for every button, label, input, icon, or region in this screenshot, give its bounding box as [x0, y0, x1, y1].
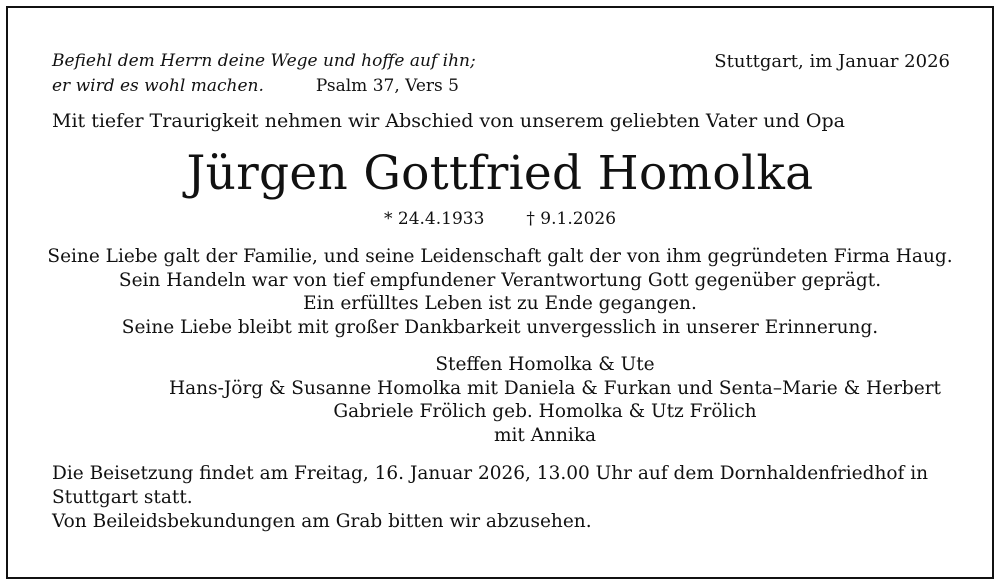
place-date: Stuttgart, im Januar 2026 — [714, 51, 950, 72]
bible-verse — [52, 49, 476, 99]
family-line: mit Annika — [493, 424, 597, 446]
intro-text: Mit tiefer Traurigkeit nehmen wir Abschied von unserem geliebten Vater und Opa — [52, 110, 845, 132]
verse-reference: Psalm 37, Vers 5 — [315, 76, 459, 96]
family-line: Steffen Homolka & Ute — [435, 354, 655, 375]
tribute-text — [0, 245, 1000, 339]
verse-line-2: er wird es wohl machen. — [52, 76, 264, 96]
tribute-line: Seine Liebe bleibt mit großer Dankbarkeit unvergesslich in unserer Erinnerung. — [121, 316, 879, 338]
family-signatures — [0, 353, 1000, 447]
life-dates — [0, 206, 1000, 232]
tribute-line: Seine Liebe galt der Familie, und seine Leidenschaft galt der von ihm gegründeten Firma Haug. — [47, 246, 953, 267]
deceased-name: Jürgen Gottfried Homolka — [186, 146, 814, 201]
tribute-line: Sein Handeln war von tief empfundener Verantwortung Gott gegenüber geprägt. — [118, 269, 882, 291]
funeral-line-3: Von Beileidsbekundungen am Grab bitten wir abzusehen. — [52, 511, 592, 532]
funeral-line-1: Die Beisetzung findet am Freitag, 16. Januar 2026, 13.00 Uhr auf dem Dornhaldenfriedhof in — [52, 463, 929, 484]
family-line: Gabriele Frölich geb. Homolka & Utz Frölich — [333, 401, 757, 422]
funeral-line-2: Stuttgart statt. — [52, 487, 193, 508]
birth-date: * 24.4.1933 — [383, 209, 485, 229]
family-line: Hans-Jörg & Susanne Homolka mit Daniela & Furkan und Senta–Marie & Herbert — [169, 377, 941, 399]
tribute-line: Ein erfülltes Leben ist zu Ende gegangen. — [303, 293, 697, 314]
funeral-info — [52, 462, 952, 534]
death-date: † 9.1.2026 — [526, 209, 617, 229]
verse-line-1: Befiehl dem Herrn deine Wege und hoffe auf ihn; — [52, 51, 476, 71]
